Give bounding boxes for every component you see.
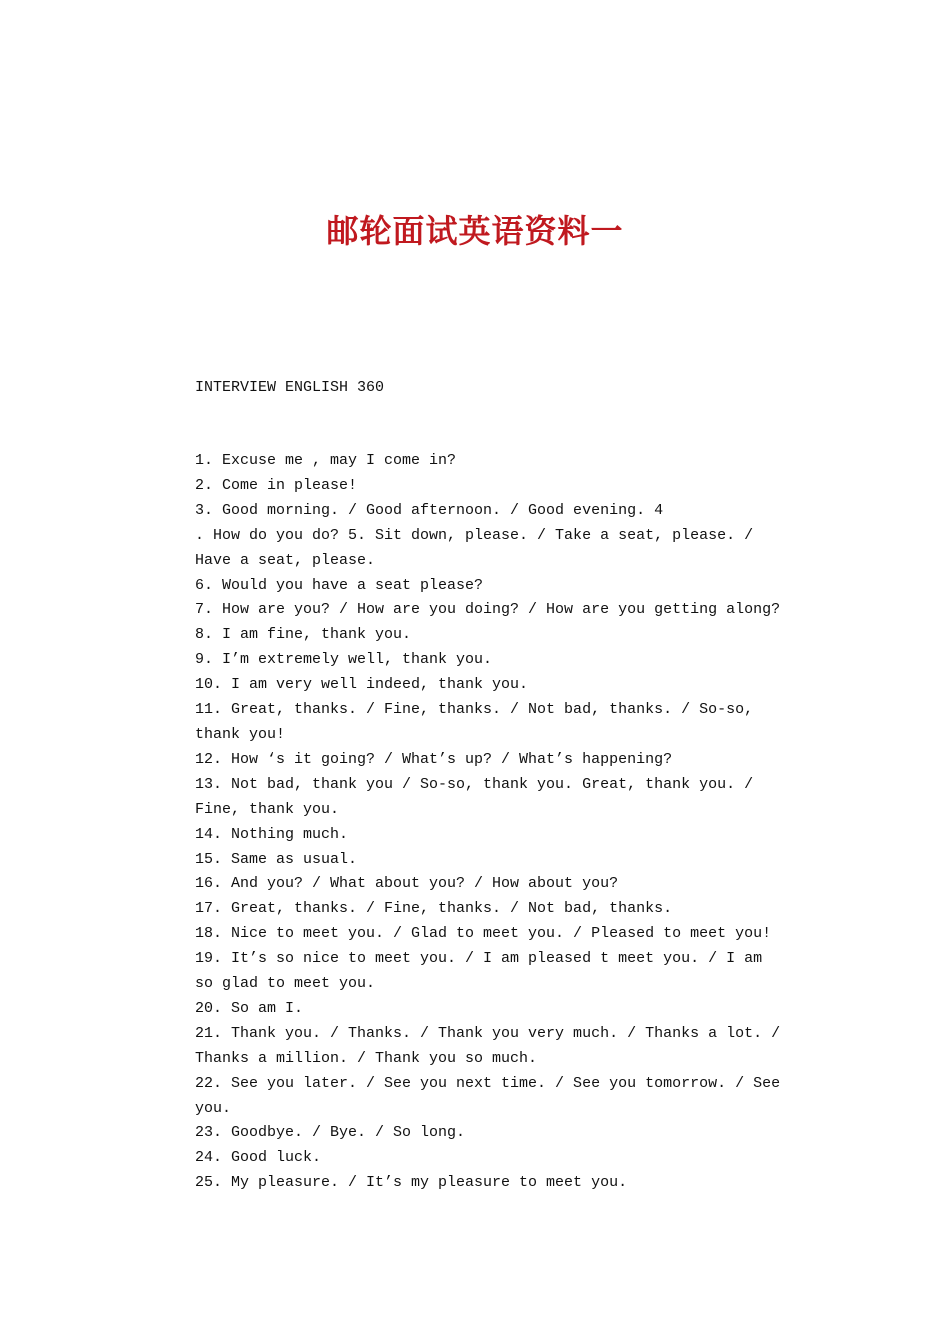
phrase-line: 3. Good morning. / Good afternoon. / Good evening. 4 xyxy=(195,501,664,519)
phrase-line: 9. I’m extremely well, thank you. xyxy=(195,651,493,669)
phrase-line: 19. It’s so nice to meet you. / I am pleased t meet you. / I am xyxy=(195,950,763,968)
phrase-line: 1. Excuse me , may I come in? xyxy=(195,452,457,469)
phrase-line: Fine, thank you. xyxy=(195,800,340,818)
phrase-line: 6. Would you have a seat please? xyxy=(195,576,484,594)
phrase-line: 24. Good luck. xyxy=(195,1149,322,1167)
phrase-line: 2. Come in please! xyxy=(195,476,358,494)
phrase-line: 14. Nothing much. xyxy=(195,825,349,843)
phrase-line: 10. I am very well indeed, thank you. xyxy=(195,676,529,694)
phrase-line: 11. Great, thanks. / Fine, thanks. / Not bad, thanks. / So-so, xyxy=(195,701,754,719)
phrase-line: 12. How ‘s it going? / What’s up? / What’s happening? xyxy=(195,750,673,768)
phrase-list xyxy=(195,449,781,1196)
phrase-line: 15. Same as usual. xyxy=(195,850,358,868)
phrase-line: 21. Thank you. / Thanks. / Thank you very much. / Thanks a lot. / xyxy=(195,1024,781,1042)
phrase-line: 20. So am I. xyxy=(195,999,304,1017)
page-title: 邮轮面试英语资料一 xyxy=(326,212,624,250)
phrase-line: Have a seat, please. xyxy=(195,551,376,569)
phrase-line: thank you! xyxy=(195,725,286,743)
phrase-line: Thanks a million. / Thank you so much. xyxy=(195,1049,538,1067)
document-subtitle: INTERVIEW ENGLISH 360 xyxy=(195,379,385,396)
phrase-line: 18. Nice to meet you. / Glad to meet you. / Pleased to meet you! xyxy=(195,925,772,943)
phrase-line: 22. See you later. / See you next time. / See you tomorrow. / See xyxy=(195,1074,781,1092)
phrase-line: you. xyxy=(195,1099,232,1117)
phrase-line: 16. And you? / What about you? / How about you? xyxy=(195,875,619,893)
phrase-line: 17. Great, thanks. / Fine, thanks. / Not bad, thanks. xyxy=(195,900,673,918)
phrase-line: 23. Goodbye. / Bye. / So long. xyxy=(195,1124,466,1142)
phrase-line: so glad to meet you. xyxy=(195,975,376,993)
phrase-line: 7. How are you? / How are you doing? / How are you getting along? xyxy=(195,601,781,619)
phrase-line: 8. I am fine, thank you. xyxy=(195,626,412,644)
phrase-line: . How do you do? 5. Sit down, please. / Take a seat, please. / xyxy=(195,526,754,544)
phrase-line: 25. My pleasure. / It’s my pleasure to meet you. xyxy=(195,1174,628,1192)
phrase-line: 13. Not bad, thank you / So-so, thank you. Great, thank you. / xyxy=(195,775,754,793)
